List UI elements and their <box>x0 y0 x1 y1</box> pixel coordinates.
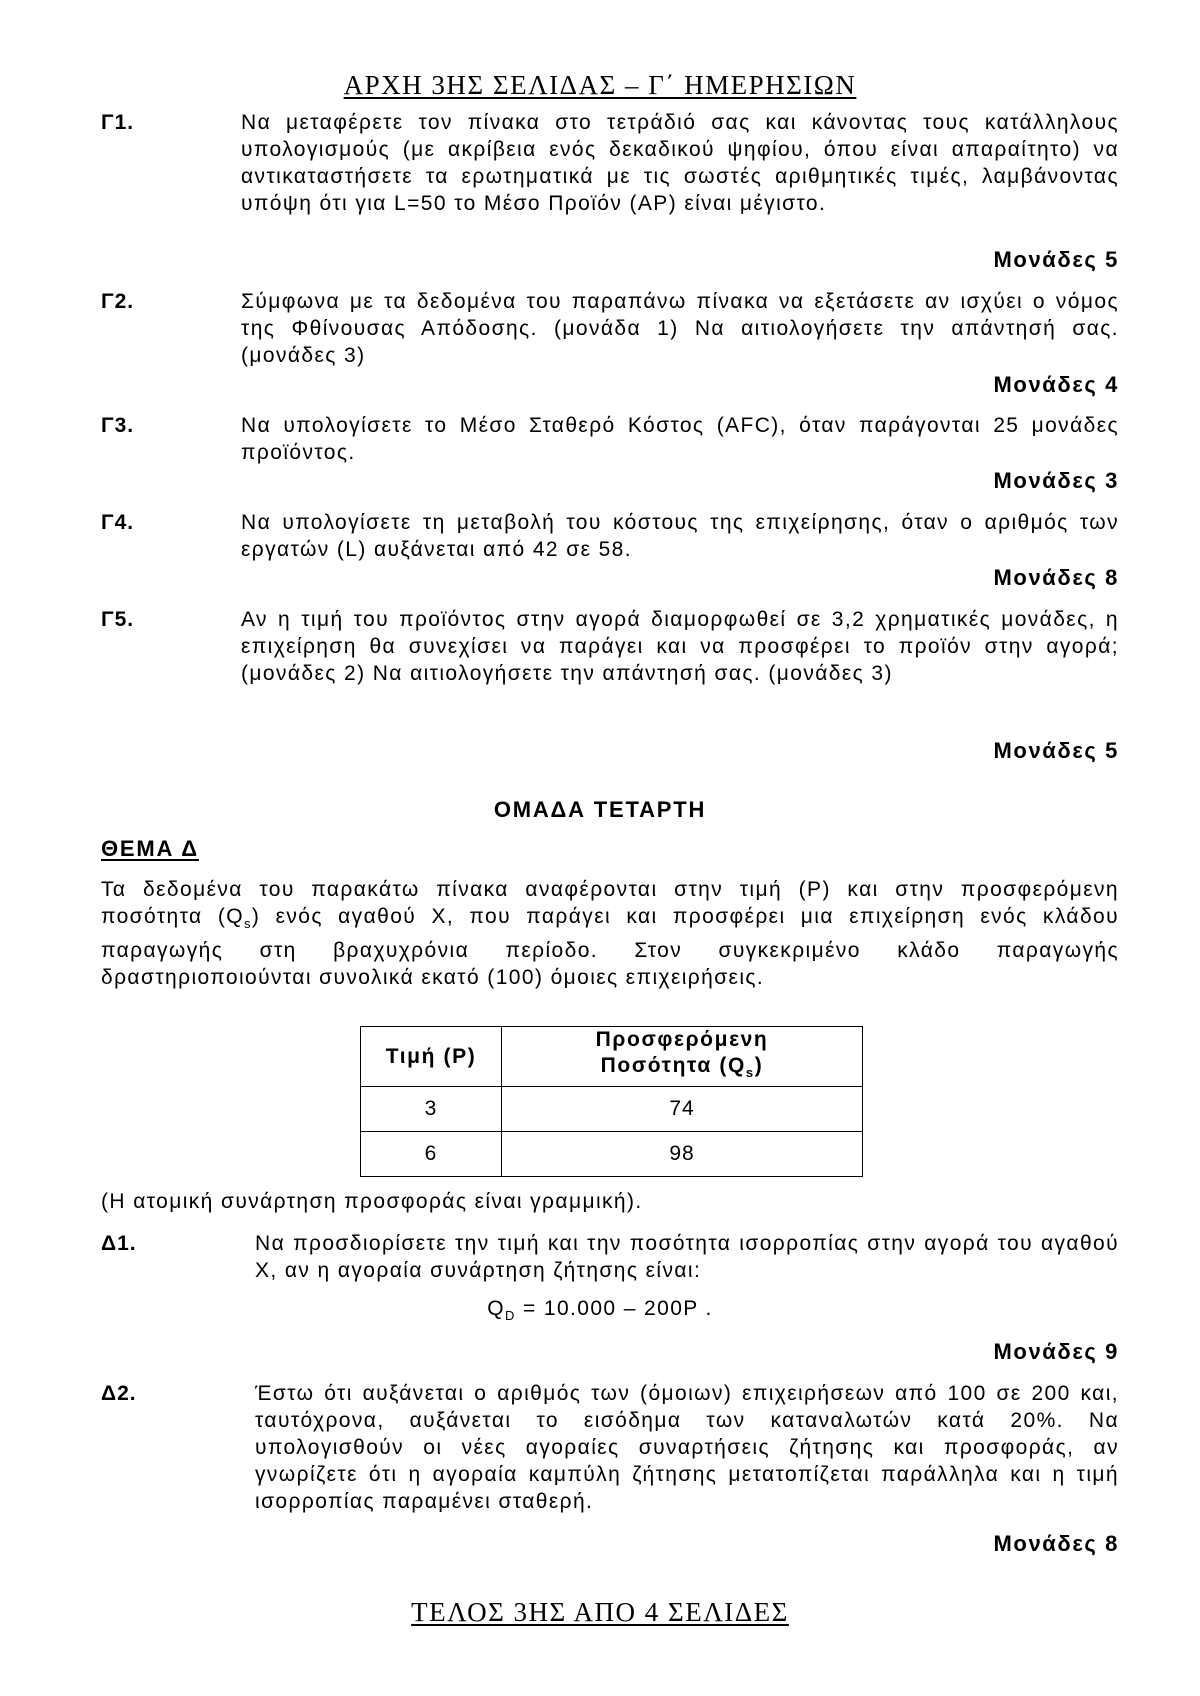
table-row <box>361 1132 863 1177</box>
cell-quantity: 74 <box>502 1087 863 1132</box>
points-d1: Μονάδες 9 <box>993 1339 1119 1364</box>
question-label: Γ2. <box>101 290 135 313</box>
points-g5: Μονάδες 5 <box>993 738 1119 763</box>
table-row <box>361 1087 863 1132</box>
question-text: Να υπολογίσετε τη μεταβολή του κόστους της επιχείρησης, όταν ο αριθμός των εργατών (L) αυξάνεται από 42 σε 58. <box>241 511 1119 561</box>
question-label: Δ1. <box>101 1232 137 1255</box>
cell-quantity: 98 <box>502 1132 863 1177</box>
question-label: Γ1. <box>101 111 135 134</box>
cell-price: 3 <box>361 1087 502 1132</box>
header-quantity <box>502 1027 863 1087</box>
points-g3: Μονάδες 3 <box>993 468 1119 493</box>
intro-subscript: s <box>243 916 252 932</box>
intro-text: Τα δεδομένα του παρακάτω πίνακα αναφέρονται στην τιμή (P) και στην προσφερόμενη ποσότητα (Q <box>101 878 1119 928</box>
theme-title: ΘΕΜΑ Δ <box>101 836 199 861</box>
header-quantity-close: ) <box>754 1054 764 1077</box>
header-quantity-line2: Ποσότητα (Q <box>600 1054 746 1077</box>
points-g4: Μονάδες 8 <box>993 565 1119 590</box>
question-text: Να μεταφέρετε τον πίνακα στο τετράδιό σας και κάνοντας τους κατάλληλους υπολογισμούς (με ακρίβεια ενός δεκαδικού ψηφίου, όπου είναι απαραίτητο) να αντικαταστήσετε τα ερωτηματικά με τις σωστές αριθμητικές τιμές, λαμβάνοντας υπόψη ότι για L=50 το Μέσο Προϊόν (AP) είναι μέγιστο. <box>241 111 1119 215</box>
header-quantity-line1: Προσφερόμενη <box>595 1028 769 1051</box>
intro-text-cont: ) ενός αγαθού Χ, που παράγει και προσφέρει μια επιχείρηση ενός κλάδου παραγωγής στη βραχυχρόνια περίοδο. Στον συγκεκριμένο κλάδο παραγωγής δραστηριοποιούνται συνολικά εκατό (100) όμοιες επιχειρήσεις. <box>101 905 1119 990</box>
question-text: Έστω ότι αυξάνεται ο αριθμός των (όμοιων) επιχειρήσεων από 100 σε 200 και, ταυτόχρονα, αυξάνεται το εισόδημα των καταναλωτών κατά 20%. Να υπολογισθούν οι νέες αγοραίες συναρτήσεις ζήτησης και προσφοράς, αν γνωρίζετε ότι η αγοραία καμπύλη ζήτησης μετατοπίζεται παράλληλα και η τιμή ισορροπίας παραμένει σταθερή. <box>255 1382 1119 1513</box>
question-label: Γ4. <box>101 511 135 534</box>
points-d2: Μονάδες 8 <box>993 1531 1119 1556</box>
question-label: Δ2. <box>101 1382 137 1405</box>
demand-formula <box>0 1297 1200 1323</box>
table-note: (Η ατομική συνάρτηση προσφοράς είναι γραμμική). <box>101 1190 643 1213</box>
formula-rest: = 10.000 – 200P . <box>515 1297 713 1320</box>
page-footer: ΤΕΛΟΣ 3ΗΣ ΑΠΟ 4 ΣΕΛΙΔΕΣ <box>411 1597 789 1627</box>
group-title: ΟΜΑΔΑ ΤΕΤΑΡΤΗ <box>493 797 707 822</box>
points-g1: Μονάδες 5 <box>993 247 1119 272</box>
header-price: Τιμή (P) <box>361 1027 502 1087</box>
question-text: Αν η τιμή του προϊόντος στην αγορά διαμορφωθεί σε 3,2 χρηματικές μονάδες, η επιχείρηση θα συνεχίσει να παράγει και να προσφέρει το προϊόν στην αγορά; (μονάδες 2) Να αιτιολογήσετε την απάντησή σας. (μονάδες 3) <box>241 608 1119 685</box>
question-text: Να υπολογίσετε το Μέσο Σταθερό Κόστος (AFC), όταν παράγονται 25 μονάδες προϊόντος. <box>241 414 1119 464</box>
question-text: Σύμφωνα με τα δεδομένα του παραπάνω πίνακα να εξετάσετε αν ισχύει ο νόμος της Φθίνουσας Απόδοσης. (μονάδα 1) Να αιτιολογήσετε την απάντησή σας. (μονάδες 3) <box>241 290 1119 367</box>
page-header: ΑΡΧΗ 3ΗΣ ΣΕΛΙΔΑΣ – Γ΄ ΗΜΕΡΗΣΙΩΝ <box>343 70 857 100</box>
cell-price: 6 <box>361 1132 502 1177</box>
formula-subscript: D <box>504 1308 516 1324</box>
formula-q: Q <box>487 1297 505 1320</box>
supply-table <box>360 1026 863 1177</box>
theme-intro <box>101 876 1119 991</box>
points-g2: Μονάδες 4 <box>993 372 1119 397</box>
question-label: Γ5. <box>101 608 135 631</box>
header-quantity-sub: s <box>745 1065 755 1081</box>
table-header-row <box>361 1027 863 1087</box>
question-text: Να προσδιορίσετε την τιμή και την ποσότητα ισορροπίας στην αγορά του αγαθού Χ, αν η αγοραία συνάρτηση ζήτησης είναι: <box>255 1232 1119 1282</box>
question-label: Γ3. <box>101 414 135 437</box>
